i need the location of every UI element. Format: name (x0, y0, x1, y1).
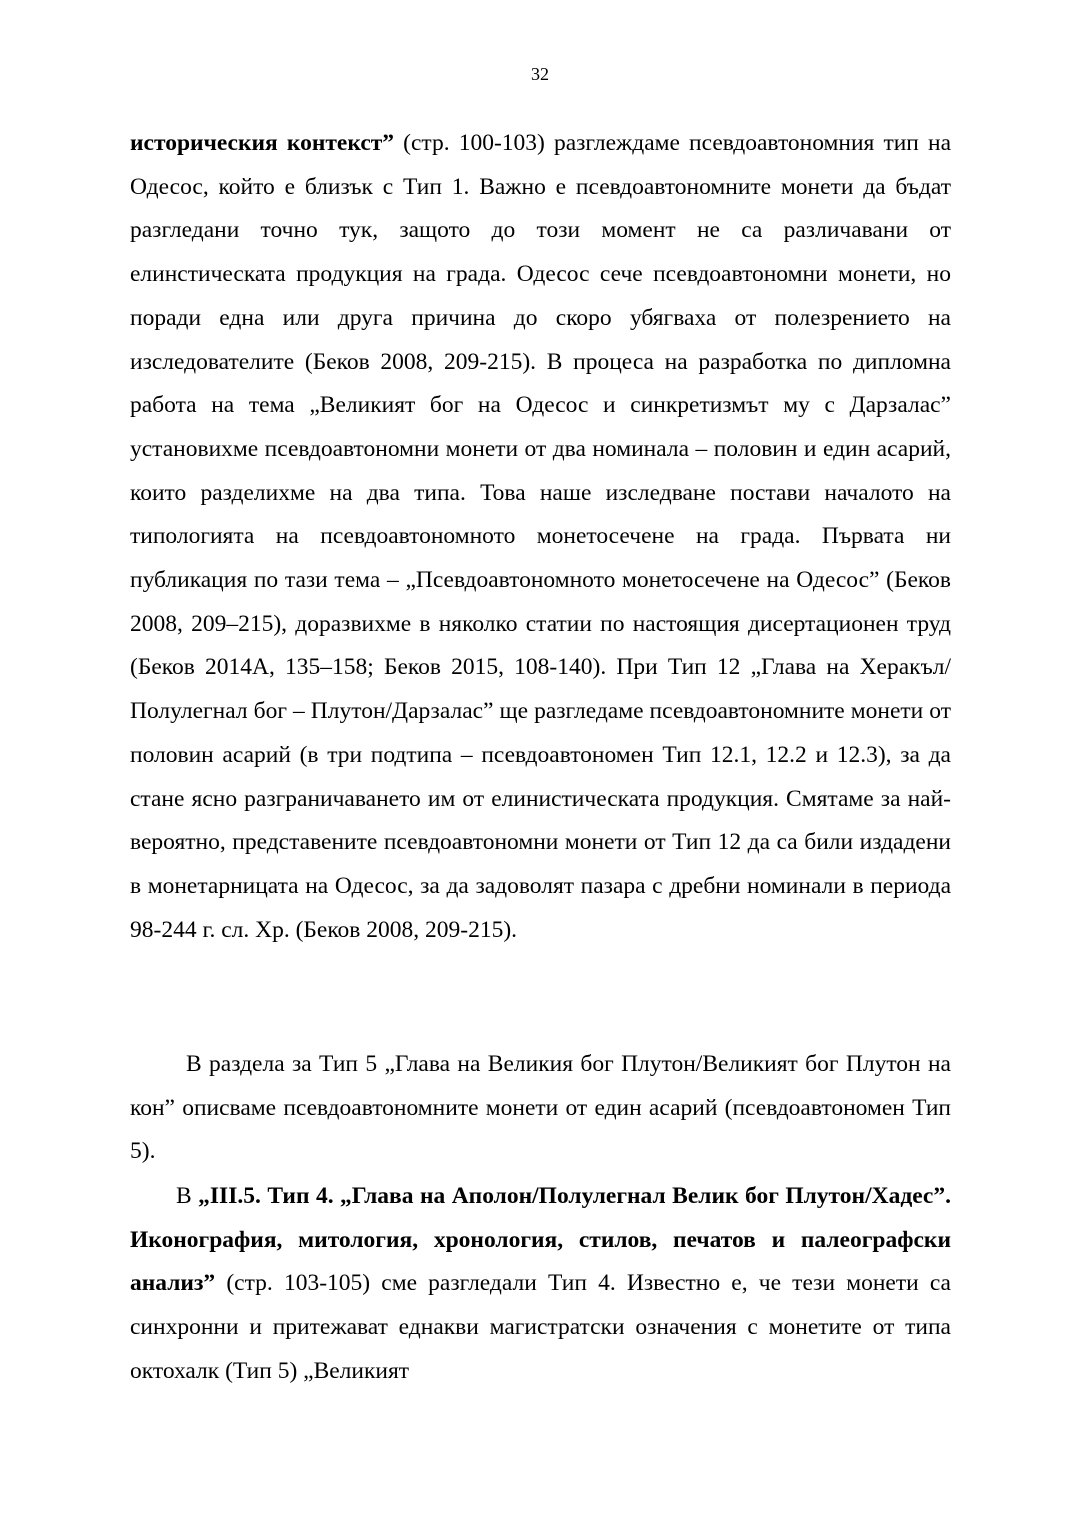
paragraph-text (130, 1175, 951, 1394)
paragraph-lead: В (176, 1183, 199, 1209)
paragraph-type-5 (130, 1043, 951, 1174)
paragraph-historical-context (130, 122, 951, 952)
paragraph-body: (стр. 103-105) сме разгледали Тип 4. Известно е, че тези монети са синхронни и притежават еднакви магистратски означения с монетите от типа октохалк (Тип 5) „Великият (130, 1270, 951, 1384)
paragraph-text: В раздела за Тип 5 „Глава на Великия бог Плутон/Великият бог Плутон на кон” описваме псевдоавтономните монети от един асарий (псевдоавтономен Тип 5). (130, 1051, 951, 1165)
paragraph-section-iii-5 (130, 1175, 951, 1394)
page-number: 32 (531, 64, 549, 84)
bold-section-title: „III.5. Тип 4. „Глава на Аполон/Полулегнал Велик бог Плутон/Хадес”. Иконография, митология, хронология, стилов, печатов и палеографски анализ” (130, 1183, 951, 1297)
bold-section-reference: историческия контекст” (130, 130, 395, 156)
paragraph-text (130, 122, 951, 952)
paragraph-body: (стр. 100-103) разглеждаме псевдоавтономния тип на Одесос, който е близък с Тип 1. Важно е псевдоавтономните монети да бъдат разгледани точно тук, защото до този момент не са различавани от елинстическата продукция на града. Одесос сече псевдоавтономни монети, но поради една или друга причина до скоро убягваха от полезрението на изследователите (Беков 2008, 209-215). В процеса на разработка по дипломна работа на тема „Великият бог на Одесос и синкретизмът му с Дарзалас” установихме псевдоавтономни монети от два номинала – половин и един асарий, които разделихме на два типа. Това наше изследване постави началото на типологията на псевдоавтономното монетосечене на града. Първата ни публикация по тази тема – „Псевдоавтономното монетосечене на Одесос” (Беков 2008, 209–215), доразвихме в няколко статии по настоящия дисертационен труд (Беков 2014А, 135–158; Беков 2015, 108-140). При Тип 12 „Глава на Херакъл/Полулегнал бог – Плутон/Дарзалас” ще разгледаме псевдоавтономните монети от половин асарий (в три подтипа – псевдоавтономен Тип 12.1, 12.2 и 12.3), за да стане ясно разграничаването им от елинистическата продукция. Смятаме за най-вероятно, представените псевдоавтономни монети от Тип 12 да са били издадени в монетарницата на Одесос, за да задоволят пазара с дребни номинали в периода 98-244 г. сл. Хр. (Беков 2008, 209-215). (130, 130, 952, 943)
